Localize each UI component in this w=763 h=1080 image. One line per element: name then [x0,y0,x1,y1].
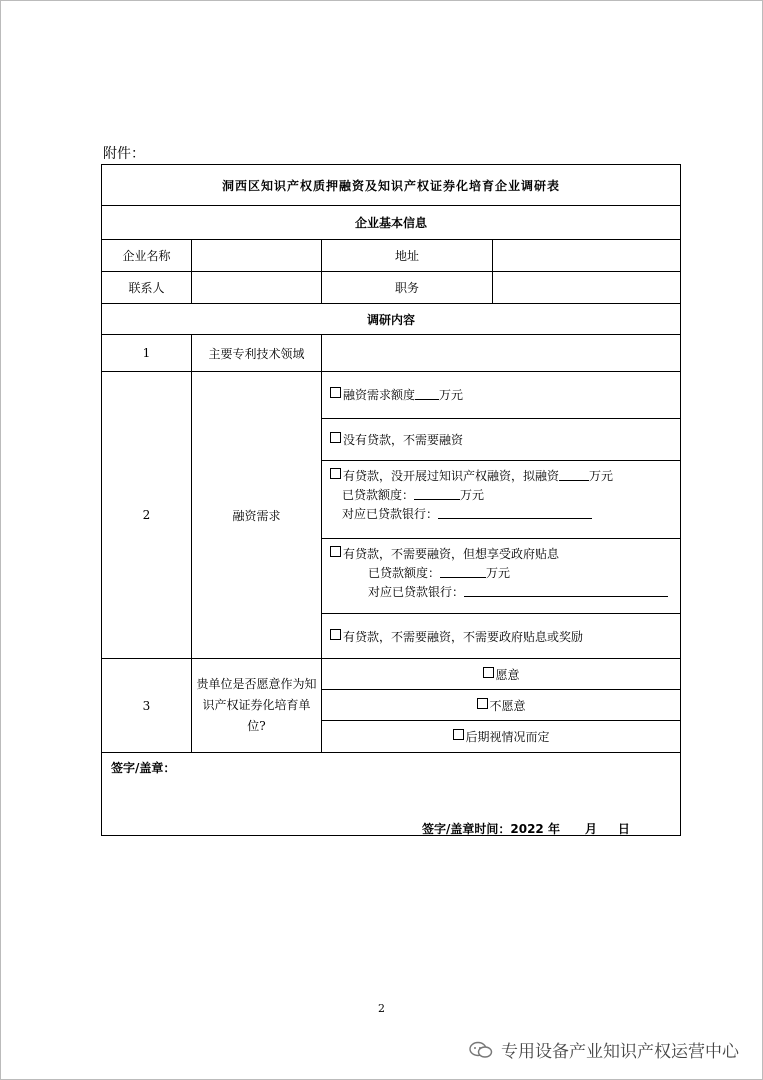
survey-form-table [101,164,681,836]
willing-option-no[interactable]: 不愿意 [322,690,681,721]
signature-time: 签字/盖章时间：2022 年 月 日 [422,822,630,836]
watermark [469,1037,739,1062]
basic-info-header: 企业基本信息 [102,206,681,240]
checkbox-icon[interactable] [330,546,341,557]
checkbox-icon[interactable] [330,387,341,398]
contact-field[interactable] [192,272,322,304]
amount-blank[interactable] [415,387,439,400]
financing-option-5[interactable]: 有贷款，不需要融资，不需要政府贴息或奖励 [322,614,681,659]
position-label: 职务 [322,272,493,304]
willing-option-later[interactable]: 后期视情况而定 [322,721,681,753]
wechat-icon [469,1041,493,1059]
company-name-label: 企业名称 [102,240,192,272]
financing-option-2[interactable]: 没有贷款，不需要融资 [322,419,681,461]
amount-blank[interactable] [559,468,589,481]
address-label: 地址 [322,240,493,272]
page-number: 2 [378,1002,385,1015]
checkbox-icon[interactable] [477,698,488,709]
row3-number: 3 [102,659,192,753]
company-name-field[interactable] [192,240,322,272]
row3-label: 贵单位是否愿意作为知识产权证券化培育单位? [192,659,322,753]
row1-label: 主要专利技术领域 [192,335,322,372]
address-field[interactable] [493,240,681,272]
form-title: 洞西区知识产权质押融资及知识产权证券化培育企业调研表 [102,165,681,206]
checkbox-icon[interactable] [330,432,341,443]
survey-header: 调研内容 [102,304,681,335]
bank-blank[interactable] [438,506,592,519]
contact-label: 联系人 [102,272,192,304]
signature-label: 签字/盖章： [111,761,176,775]
row2-label: 融资需求 [192,372,322,659]
row1-number: 1 [102,335,192,372]
bank-blank[interactable] [464,584,668,597]
checkbox-icon[interactable] [330,629,341,640]
row2-number: 2 [102,372,192,659]
financing-option-1[interactable]: 融资需求额度 万元 [322,372,681,419]
financing-option-3[interactable]: 有贷款，没开展过知识产权融资，拟融资 万元 已贷款额度： 万元 对应已贷款银行： [322,461,681,539]
checkbox-icon[interactable] [483,667,494,678]
checkbox-icon[interactable] [330,468,341,479]
checkbox-icon[interactable] [453,729,464,740]
signature-area[interactable] [102,753,681,836]
financing-option-4[interactable]: 有贷款，不需要融资，但想享受政府贴息 已贷款额度： 万元 对应已贷款银行： [322,539,681,614]
attachment-label: 附件： [103,146,145,162]
position-field[interactable] [493,272,681,304]
willing-option-yes[interactable]: 愿意 [322,659,681,690]
loan-amount-blank[interactable] [440,565,486,578]
loan-amount-blank[interactable] [414,487,460,500]
patent-field-input[interactable] [322,335,681,372]
watermark-text: 专用设备产业知识产权运营中心 [501,1042,739,1062]
